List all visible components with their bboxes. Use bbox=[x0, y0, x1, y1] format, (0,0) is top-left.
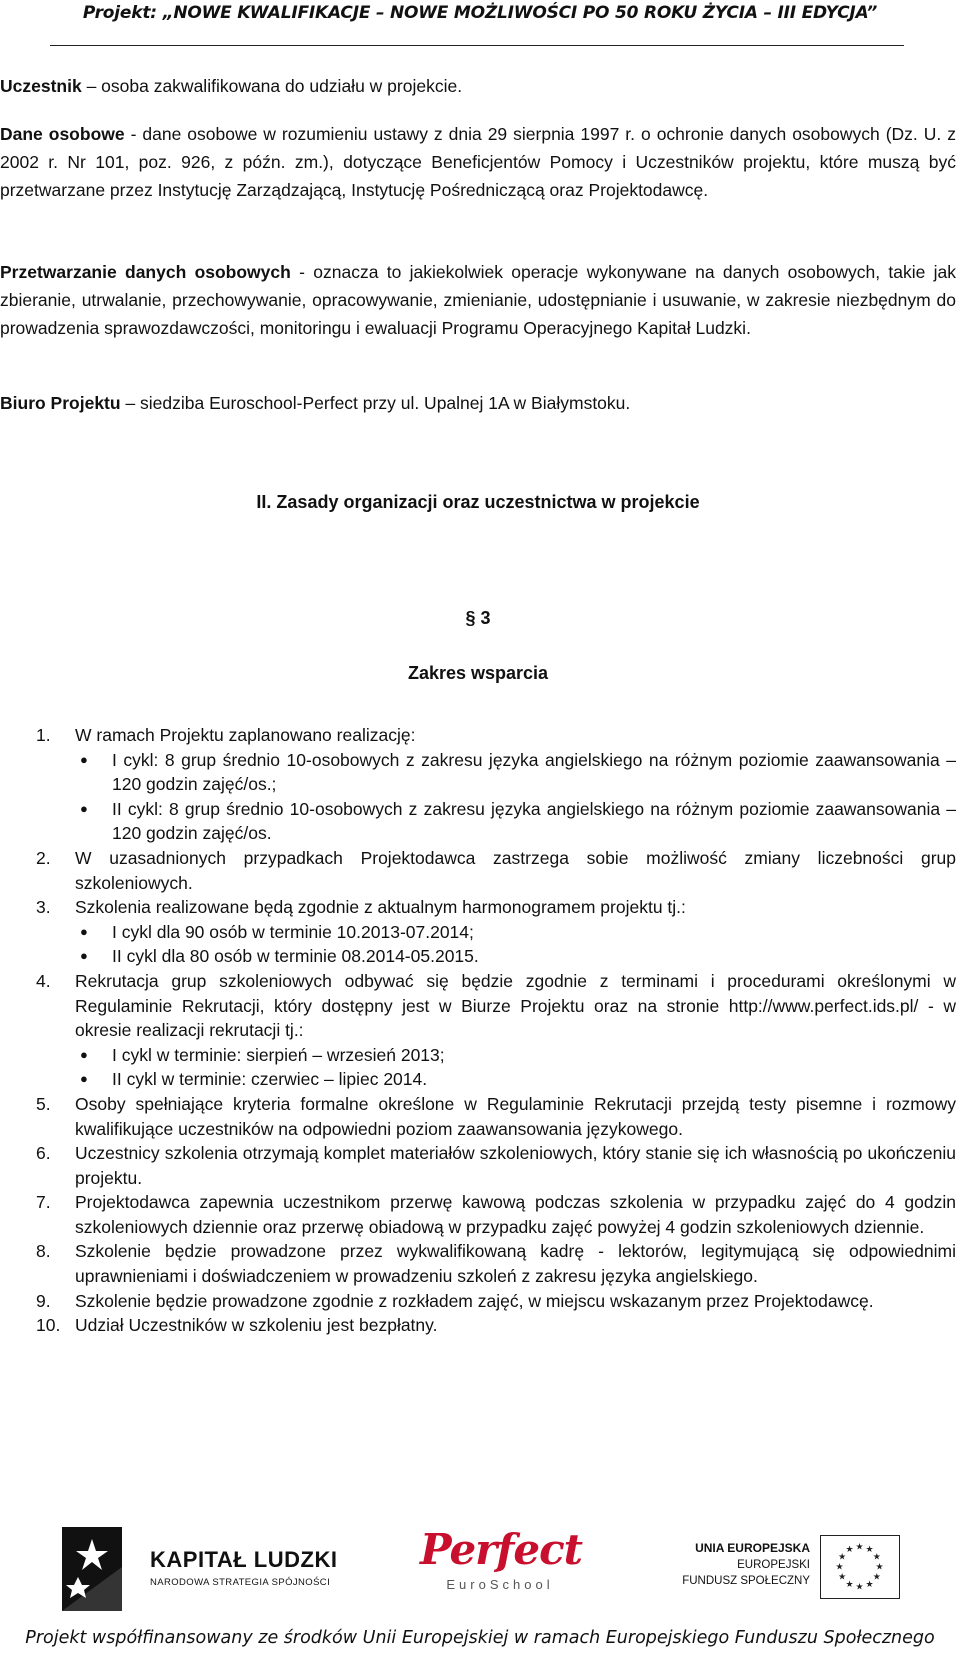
perfect-logo bbox=[420, 1525, 583, 1615]
sub-list-item bbox=[0, 1043, 956, 1068]
definition-text: - dane osobowe w rozumieniu ustawy z dnia 29 sierpnia 1997 r. o ochronie danych osobowych (Dz. U. z 2002 r. Nr 101, poz. 926, z późn. zm.), dotyczące Beneficjentów Pomocy i Uczestników projektu, które muszą być przetwarzane przez Instytucję Zarządzającą, Instytucję Pośredniczącą oraz Projektodawcę. bbox=[0, 124, 956, 200]
definition-biuro-projektu bbox=[0, 389, 956, 417]
list-item-text: Uczestnicy szkolenia otrzymają komplet materiałów szkoleniowych, który stanie się ich własnością po ukończeniu projektu. bbox=[75, 1143, 956, 1188]
list-item-number: 10. bbox=[36, 1315, 61, 1336]
sub-list-item-text: II cykl w terminie: czerwiec – lipiec 2014. bbox=[112, 1069, 428, 1090]
eu-star-icon: ★ bbox=[835, 1561, 844, 1572]
list-item bbox=[0, 895, 956, 920]
list-item-number: 7. bbox=[36, 1192, 51, 1213]
section-title: II. Zasady organizacji oraz uczestnictwa w projekcie bbox=[256, 492, 700, 512]
list-item-text: Szkolenie będzie prowadzone przez wykwalifikowaną kadrę - lektorów, legitymującą się odpowiednimi uprawnieniami i doświadczeniem w prowadzeniu szkoleń z zakresu języka angielskiego. bbox=[75, 1241, 956, 1287]
list-item bbox=[0, 846, 956, 895]
bullet-icon: ● bbox=[80, 948, 88, 964]
eu-logo-line3: FUNDUSZ SPOŁECZNY bbox=[682, 1575, 810, 1587]
sub-list-item bbox=[0, 797, 956, 846]
list-item-text: Projektodawca zapewnia uczestnikom przerwę kawową podczas szkolenia w przypadku zajęć do 4 godzin szkoleniowych dziennie oraz przerwę obiadową w przypadku zajęć powyżej 4 godzin szkoleniowych dziennie. bbox=[75, 1192, 956, 1237]
perfect-logo-word: Perfect bbox=[420, 1525, 583, 1574]
list-item-text: Szkolenia realizowane będą zgodnie z aktualnym harmonogramem projektu tj.: bbox=[75, 897, 686, 918]
bullet-icon: ● bbox=[80, 923, 88, 939]
eu-logo bbox=[660, 1535, 900, 1611]
definition-uczestnik bbox=[0, 72, 956, 100]
kapital-ludzki-subtitle: NARODOWA STRATEGIA SPÓJNOŚCI bbox=[150, 1577, 331, 1588]
list-item-text: W ramach Projektu zaplanowano realizację: bbox=[75, 725, 416, 745]
list-item-number: 1. bbox=[36, 725, 51, 745]
sub-list-item bbox=[0, 944, 956, 969]
list-item-number: 8. bbox=[36, 1241, 51, 1262]
eu-star-icon: ★ bbox=[838, 1551, 847, 1562]
sub-list-item bbox=[0, 1067, 956, 1092]
list-item bbox=[0, 1141, 956, 1190]
definition-text: – siedziba Euroschool-Perfect przy ul. Upalnej 1A w Białymstoku. bbox=[120, 393, 631, 413]
kapital-ludzki-title: KAPITAŁ LUDZKI bbox=[150, 1547, 338, 1572]
header-divider bbox=[50, 45, 904, 46]
definition-term: Biuro Projektu bbox=[0, 393, 121, 413]
eu-star-icon: ★ bbox=[872, 1551, 881, 1562]
list-item-number: 3. bbox=[36, 897, 51, 918]
definition-term: Uczestnik bbox=[0, 76, 82, 96]
bullet-icon: ● bbox=[80, 751, 88, 767]
bullet-icon: ● bbox=[80, 800, 88, 816]
eu-logo-line2: EUROPEJSKI bbox=[737, 1559, 810, 1571]
definition-przetwarzanie bbox=[0, 258, 956, 342]
bullet-icon: ● bbox=[80, 1071, 88, 1087]
eu-star-icon: ★ bbox=[845, 1544, 854, 1555]
logo-bar bbox=[0, 1515, 960, 1625]
sub-list-item-text: I cykl dla 90 osób w terminie 10.2013-07.2014; bbox=[112, 921, 474, 942]
definition-text: – osoba zakwalifikowana do udziału w projekcie. bbox=[81, 76, 463, 96]
list-item bbox=[0, 1092, 956, 1141]
eu-star-icon: ★ bbox=[838, 1571, 847, 1582]
kapital-ludzki-logo bbox=[62, 1527, 342, 1611]
sub-list-item-text: I cykl: 8 grup średnio 10-osobowych z zakresu języka angielskiego na różnym poziomie zaawansowania – 120 godzin zajęć/os.; bbox=[112, 749, 956, 795]
list-item-text: Szkolenie będzie prowadzone zgodnie z rozkładem zajęć, w miejscu wskazanym przez Projektodawcę. bbox=[75, 1290, 874, 1311]
list-item-number: 2. bbox=[36, 847, 51, 868]
list-item-number: 6. bbox=[36, 1143, 51, 1164]
sub-list-item bbox=[0, 748, 956, 797]
sub-list-item-text: I cykl w terminie: sierpień – wrzesień 2013; bbox=[112, 1044, 445, 1065]
eu-flag-icon bbox=[820, 1535, 900, 1599]
list-item bbox=[0, 723, 956, 748]
eu-logo-line1: UNIA EUROPEJSKA bbox=[695, 1541, 810, 1555]
list-item bbox=[0, 1313, 956, 1338]
sub-list-item-text: II cykl: 8 grup średnio 10-osobowych z zakresu języka angielskiego na różnym poziomie zaawansowania – 120 godzin zajęć/os. bbox=[112, 798, 956, 844]
list-item-text: Osoby spełniające kryteria formalne określone w Regulaminie Rekrutacji przejdą testy pisemne i rozmowy kwalifikujące uczestników na odpowiedni poziom zaawansowania językowego. bbox=[75, 1093, 956, 1139]
list-item-text: Rekrutacja grup szkoleniowych odbywać się będzie zgodnie z terminami i procedurami określonymi w Regulaminie Rekrutacji, który dostępny jest w Biurze Projektu oraz na stronie http://www.perfect.ids.pl/ - w okresie realizacji rekrutacji tj.: bbox=[75, 970, 956, 1041]
bullet-icon: ● bbox=[80, 1046, 88, 1062]
numbered-list bbox=[0, 723, 956, 1338]
page-header: Projekt: „NOWE KWALIFIKACJE – NOWE MOŻLIWOŚCI PO 50 ROKU ŻYCIA – III EDYCJA” bbox=[82, 3, 878, 23]
list-item-number: 4. bbox=[36, 970, 51, 991]
list-item bbox=[0, 1289, 956, 1314]
eu-star-icon: ★ bbox=[855, 1541, 864, 1552]
definition-dane-osobowe bbox=[0, 120, 956, 204]
paragraph-title: Zakres wsparcia bbox=[407, 663, 549, 683]
list-item-number: 5. bbox=[36, 1093, 51, 1114]
definition-term: Dane osobowe bbox=[0, 124, 125, 144]
paragraph-sign: § 3 bbox=[465, 608, 491, 628]
eu-star-icon: ★ bbox=[875, 1561, 884, 1572]
eu-star-icon: ★ bbox=[865, 1544, 874, 1555]
list-item-number: 9. bbox=[36, 1290, 51, 1311]
definition-text: - oznacza to jakiekolwiek operacje wykonywane na danych osobowych, takie jak zbieranie, utrwalanie, przechowywanie, opracowywanie, zmienianie, udostępnianie i usuwanie, w zakresie niezbędnym do prowadzenia sprawozdawczości, monitoringu i ewaluacji Programu Operacyjnego Kapitał Ludzki. bbox=[0, 262, 956, 338]
kapital-ludzki-mark-icon bbox=[62, 1527, 122, 1611]
list-item-text: W uzasadnionych przypadkach Projektodawca zastrzega sobie możliwość zmiany liczebności grup szkoleniowych. bbox=[75, 847, 956, 893]
list-item-text: Udział Uczestników w szkoleniu jest bezpłatny. bbox=[75, 1315, 438, 1336]
eu-star-icon: ★ bbox=[865, 1578, 874, 1589]
list-item bbox=[0, 1190, 956, 1239]
perfect-logo-sub: EuroSchool bbox=[446, 1577, 554, 1592]
eu-star-icon: ★ bbox=[845, 1578, 854, 1589]
eu-star-icon: ★ bbox=[855, 1581, 864, 1592]
definition-term: Przetwarzanie danych osobowych bbox=[0, 262, 291, 282]
list-item bbox=[0, 1239, 956, 1288]
list-item bbox=[0, 969, 956, 1043]
eu-star-icon: ★ bbox=[872, 1571, 881, 1582]
sub-list-item-text: II cykl dla 80 osób w terminie 08.2014-05.2015. bbox=[112, 946, 479, 967]
page-footer: Projekt współfinansowany ze środków Unii Europejskiej w ramach Europejskiego Funduszu Społecznego bbox=[25, 1628, 935, 1648]
sub-list-item bbox=[0, 920, 956, 945]
